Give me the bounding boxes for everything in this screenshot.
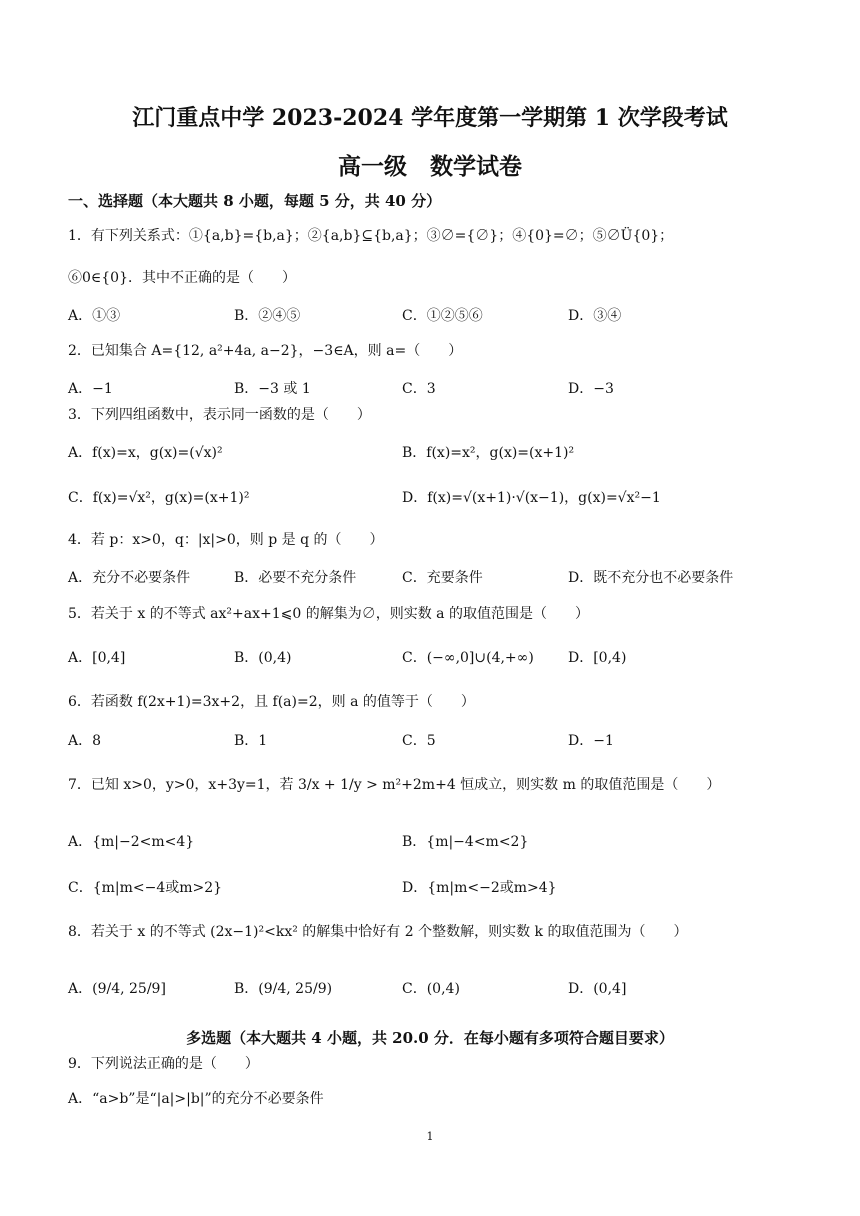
option-d: D．[0,4) — [568, 650, 627, 666]
option-b: B．−3 或 1 — [234, 381, 311, 397]
q2-stem: 2．已知集合 A={12, a²+4a, a−2}，−3∈A，则 a=（ ） — [68, 343, 463, 359]
exam-title: 江门重点中学 2023-2024 学年度第一学期第 1 次学段考试 — [132, 105, 728, 131]
q6-options — [68, 730, 798, 752]
option-d: D．{m|m<−2或m>4} — [402, 880, 557, 896]
q7-stem: 7．已知 x>0，y>0，x+3y=1，若 3/x + 1/y > m²+2m+4 恒成立，则实数 m 的取值范围是（ ） — [68, 777, 721, 793]
q7-options-row1 — [68, 831, 798, 853]
q1-options — [68, 305, 798, 327]
q4-stem: 4．若 p：x>0，q：|x|>0，则 p 是 q 的（ ） — [68, 532, 384, 548]
option-a: A．f(x)=x，g(x)=(√x)² — [68, 445, 223, 461]
option-a: A．充分不必要条件 — [68, 570, 191, 586]
section-heading-single-choice: 一、选择题（本大题共 8 小题，每题 5 分，共 40 分） — [68, 192, 442, 210]
q9-stem: 9．下列说法正确的是（ ） — [68, 1056, 259, 1072]
q1-stem-line2: ⑥0∈{0}．其中不正确的是（ ） — [68, 270, 296, 286]
option-a: A．−1 — [68, 381, 113, 397]
q8-options — [68, 978, 798, 1000]
option-d: D．−3 — [568, 381, 614, 397]
q3-options-row1 — [68, 442, 798, 464]
option-c: C．{m|m<−4或m>2} — [68, 880, 223, 896]
section-heading-multiple-choice: 多选题（本大题共 4 小题，共 20.0 分．在每小题有多项符合题目要求） — [186, 1029, 674, 1047]
q8-stem: 8．若关于 x 的不等式 (2x−1)²<kx² 的解集中恰好有 2 个整数解，则实数 k 的取值范围为（ ） — [68, 924, 688, 940]
option-a: A．[0,4] — [68, 650, 126, 666]
option-b: B．(0,4) — [234, 650, 292, 666]
option-a: A．8 — [68, 733, 102, 749]
q2-options — [68, 378, 798, 400]
q5-options — [68, 647, 798, 669]
q3-stem: 3．下列四组函数中，表示同一函数的是（ ） — [68, 407, 371, 423]
option-c: C．3 — [402, 381, 436, 397]
q5-stem: 5．若关于 x 的不等式 ax²+ax+1⩽0 的解集为∅，则实数 a 的取值范围是（ ） — [68, 606, 589, 622]
option-a: A．{m|−2<m<4} — [68, 834, 195, 850]
option-a: A．(9/4, 25/9] — [68, 981, 166, 997]
option-c: C．①②⑤⑥ — [402, 308, 483, 324]
option-c: C．5 — [402, 733, 436, 749]
q9-option-a: A．“a>b”是“|a|>|b|”的充分不必要条件 — [68, 1091, 324, 1107]
q1-stem-line1: 1．有下列关系式：①{a,b}={b,a}；②{a,b}⊆{b,a}；③∅={∅}；④{0}=∅；⑤∅Ü{0}； — [68, 228, 674, 244]
option-b: B．{m|−4<m<2} — [402, 834, 529, 850]
option-c: C．(0,4) — [402, 981, 460, 997]
exam-subtitle: 高一级 数学试卷 — [338, 153, 522, 180]
option-b: B．②④⑤ — [234, 308, 301, 324]
q7-options-row2 — [68, 877, 798, 899]
q4-options — [68, 567, 798, 589]
page-number: 1 — [426, 1130, 434, 1143]
option-c: C．(−∞,0]∪(4,+∞) — [402, 650, 534, 666]
option-c: C．f(x)=√x²，g(x)=(x+1)² — [68, 490, 250, 506]
option-d: D．③④ — [568, 308, 622, 324]
option-d: D．f(x)=√(x+1)·√(x−1)，g(x)=√x²−1 — [402, 490, 661, 506]
option-d: D．既不充分也不必要条件 — [568, 570, 734, 586]
option-b: B．1 — [234, 733, 268, 749]
option-b: B．必要不充分条件 — [234, 570, 357, 586]
option-b: B．(9/4, 25/9) — [234, 981, 333, 997]
option-c: C．充要条件 — [402, 570, 483, 586]
option-a: A．①③ — [68, 308, 121, 324]
option-b: B．f(x)=x²，g(x)=(x+1)² — [402, 445, 575, 461]
option-d: D．−1 — [568, 733, 614, 749]
q3-options-row2 — [68, 487, 798, 509]
option-d: D．(0,4] — [568, 981, 627, 997]
q6-stem: 6．若函数 f(2x+1)=3x+2，且 f(a)=2，则 a 的值等于（ ） — [68, 694, 475, 710]
